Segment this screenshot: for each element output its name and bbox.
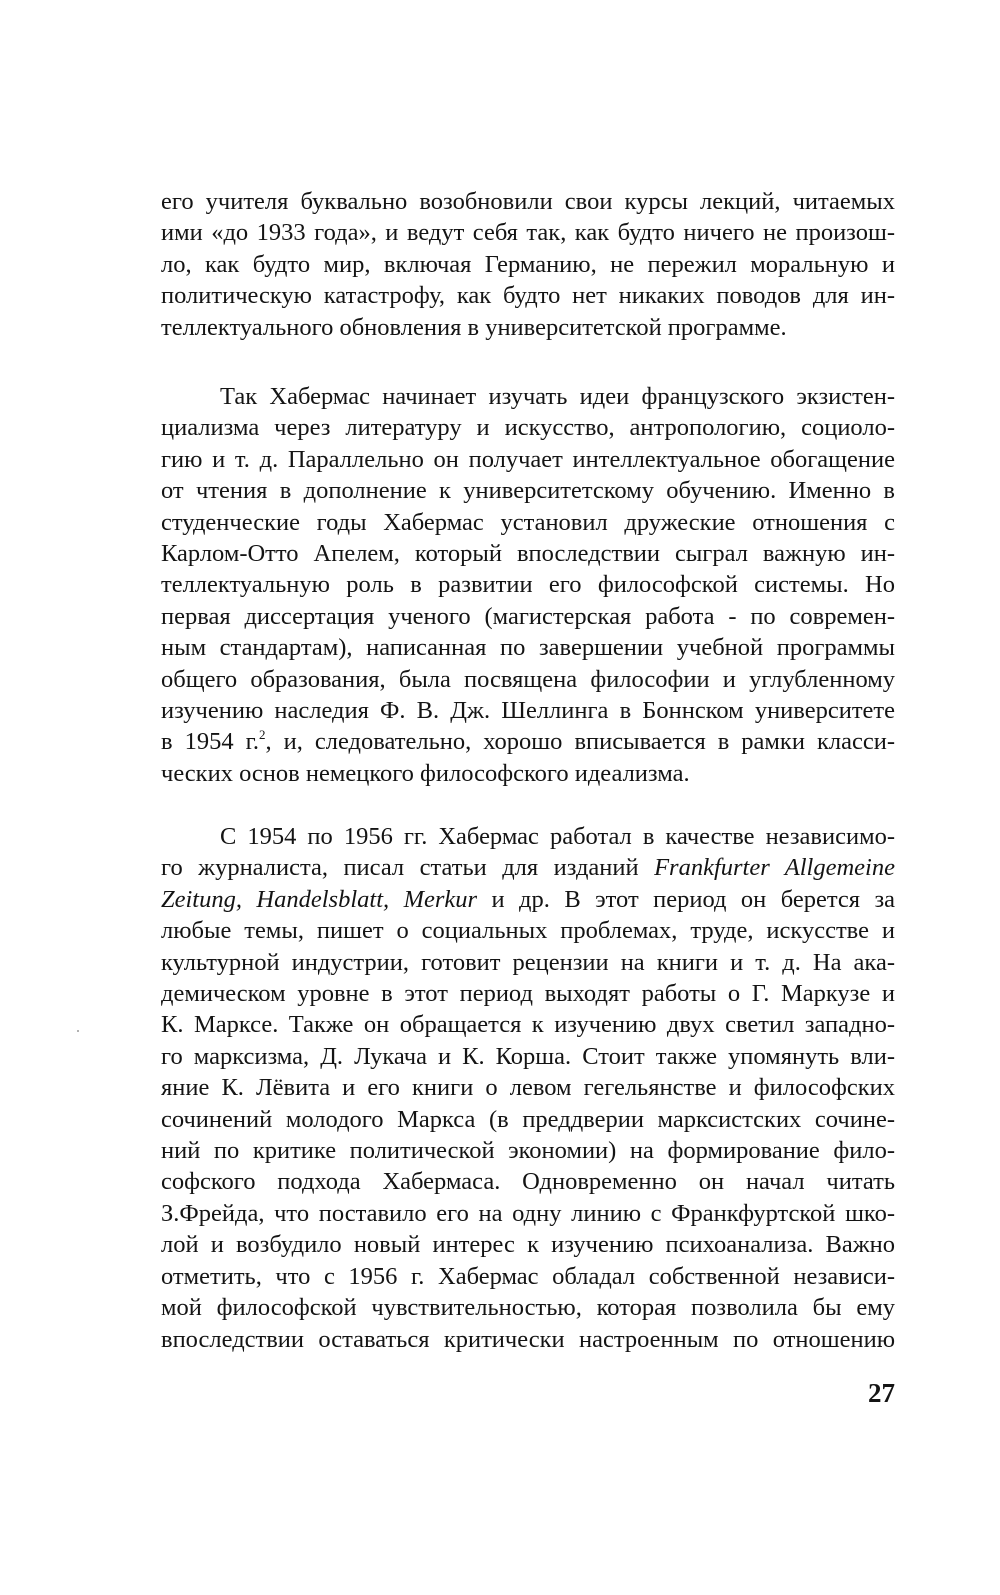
text-line: ло, как будто мир, включая Германию, не пережил моральную и (161, 250, 895, 278)
text-line: сочинений молодого Маркса (в преддверии марксистских сочине- (161, 1105, 895, 1133)
text-line: теллектуального обновления в университетской программе. (161, 313, 787, 341)
footnote-reference: 2 (259, 727, 266, 743)
paragraph-2 (161, 381, 895, 789)
text-line: Карлом-Отто Апелем, который впоследствии сыграл важную ин- (161, 540, 895, 568)
text-run: , и, следовательно, хорошо вписывается в рамки класси- (265, 728, 895, 756)
page-number: 27 (868, 1378, 895, 1408)
text-run: и др. В этот период он берется за (477, 885, 895, 913)
italic-title: Frankfurter Allgemeine (654, 854, 895, 882)
text-line-footnote (161, 726, 895, 757)
text-line: го марксизма, Д. Лукача и К. Корша. Стоит также упомянуть вли- (161, 1042, 895, 1070)
text-run: го журналиста, писал статьи для изданий (161, 854, 655, 882)
paragraph-1 (161, 186, 895, 343)
text-line: любые темы, пишет о социальных проблемах, труде, искусстве и (161, 917, 895, 945)
text-line: софского подхода Хабермаса. Одновременно он начал читать (161, 1168, 895, 1196)
text-line: впоследствии оставаться критически настроенным по отношению (161, 1325, 895, 1353)
text-line: лой и возбудило новый интерес к изучению психоанализа. Важно (161, 1231, 895, 1259)
text-line: отметить, что с 1956 г. Хабермас обладал собственной независи- (161, 1262, 895, 1290)
text-line: студенческие годы Хабермас установил дружеские отношения с (161, 508, 895, 536)
text-line: Так Хабермас начинает изучать идеи французского экзистен- (220, 383, 895, 410)
text-line: первая диссертация ученого (магистерская работа - по современ- (161, 602, 895, 630)
text-line: политическую катастрофу, как будто нет никаких поводов для ин- (161, 282, 895, 310)
text-line (161, 884, 895, 915)
text-line: демическом уровне в этот период выходят работы о Г. Маркузе и (161, 980, 895, 1008)
text-line: гию и т. д. Параллельно он получает интеллектуальное обогащение (161, 445, 895, 473)
text-line: циализма через литературу и искусство, антропологию, социоло- (161, 414, 895, 442)
text-line: культурной индустрии, готовит рецензии на книги и т. д. На ака- (161, 948, 895, 976)
text-line: общего образования, была посвящена философии и углубленному (161, 665, 895, 693)
text-run: в 1954 г. (161, 728, 260, 756)
text-line: ным стандартам), написанная по завершении учебной программы (161, 634, 895, 662)
text-line: С 1954 по 1956 гг. Хабермас работал в качестве независимо- (220, 823, 895, 850)
text-line: его учителя буквально возобновили свои курсы лекций, читаемых (161, 188, 895, 215)
text-line (161, 852, 895, 883)
text-line: ний по критике политической экономии) на формирование фило- (161, 1137, 895, 1165)
text-line: мой философской чувствительностью, которая позволила бы ему (161, 1294, 895, 1322)
scan-speck (77, 1030, 79, 1032)
italic-title: Zeitung, Handelsblatt, Merkur (161, 885, 478, 913)
text-line: яние К. Лёвита и его книги о левом гегельянстве и философских (161, 1074, 895, 1102)
text-line: ческих основ немецкого философского идеализма. (161, 759, 690, 787)
text-line: З.Фрейда, что поставило его на одну линию с Франкфуртской шко- (161, 1199, 895, 1227)
text-line: изучению наследия Ф. В. Дж. Шеллинга в Боннском университете (161, 697, 895, 725)
text-line: от чтения в дополнение к университетскому обучению. Именно в (161, 477, 895, 505)
text-line: К. Марксе. Также он обращается к изучению двух светил западно- (161, 1011, 895, 1039)
paragraph-3 (161, 821, 895, 1355)
text-line: теллектуальную роль в развитии его философской системы. Но (161, 571, 895, 599)
text-line: ими «до 1933 года», и ведут себя так, как будто ничего не произош- (161, 219, 895, 247)
